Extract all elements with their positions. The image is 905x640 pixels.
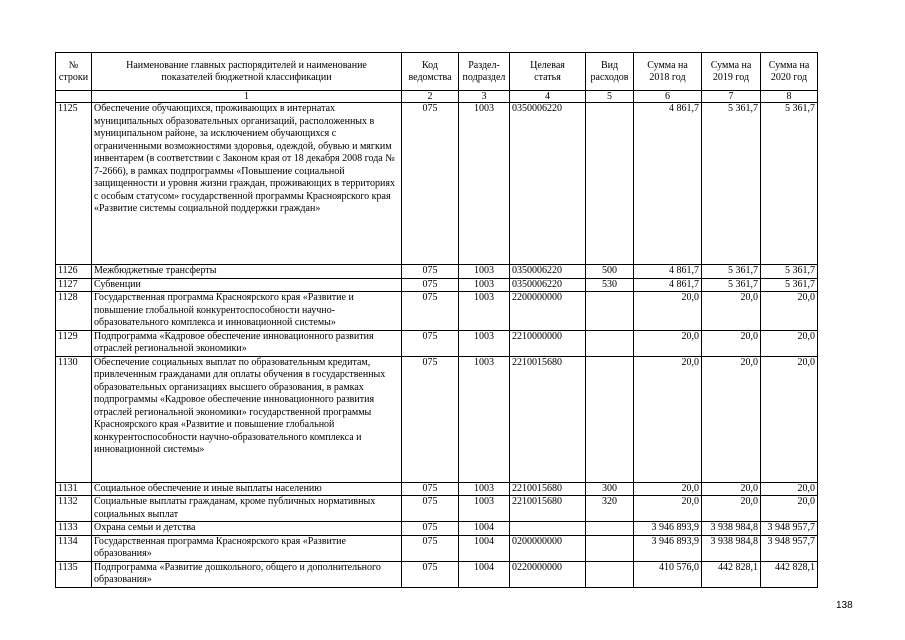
sum-2019: 20,0 [702,292,761,331]
sum-2018: 4 861,7 [634,278,702,292]
target-article [510,522,586,536]
sum-2020: 5 361,7 [761,265,818,279]
section-code: 1004 [459,535,510,561]
sum-2018: 20,0 [634,356,702,482]
sum-2019: 3 938 984,8 [702,522,761,536]
row-number: 1126 [56,265,92,279]
row-name: Государственная программа Красноярского края «Развитие и повышение глобальной конкурентоспособности научно-образовательного комплекса и инновационной системы» [92,292,402,331]
expense-kind: 300 [586,482,634,496]
table-row [56,496,818,522]
header-name: Наименование главных распорядителей и наименование показателей бюджетной классификации [92,53,402,91]
target-article: 2200000000 [510,292,586,331]
expense-kind [586,356,634,482]
dept-code: 075 [402,482,459,496]
section-code: 1004 [459,522,510,536]
column-number [56,91,92,103]
dept-code: 075 [402,103,459,265]
section-code: 1003 [459,278,510,292]
target-article: 0350006220 [510,103,586,265]
table-row [56,278,818,292]
page-number: 138 [836,600,853,611]
expense-kind: 530 [586,278,634,292]
header-sum-2018: Сумма на 2018 год [634,53,702,91]
section-code: 1003 [459,356,510,482]
row-number: 1135 [56,561,92,587]
sum-2020: 20,0 [761,356,818,482]
sum-2020: 5 361,7 [761,103,818,265]
dept-code: 075 [402,292,459,331]
sum-2020: 442 828,1 [761,561,818,587]
sum-2019: 442 828,1 [702,561,761,587]
section-code: 1003 [459,482,510,496]
sum-2019: 5 361,7 [702,103,761,265]
column-number: 2 [402,91,459,103]
dept-code: 075 [402,496,459,522]
sum-2020: 5 361,7 [761,278,818,292]
row-number: 1132 [56,496,92,522]
sum-2020: 20,0 [761,292,818,331]
sum-2019: 3 938 984,8 [702,535,761,561]
row-name: Охрана семьи и детства [92,522,402,536]
column-numbers-row [56,91,818,103]
section-code: 1004 [459,561,510,587]
sum-2018: 3 946 893,9 [634,522,702,536]
expense-kind [586,561,634,587]
sum-2019: 20,0 [702,356,761,482]
table-row [56,522,818,536]
section-code: 1003 [459,103,510,265]
row-number: 1134 [56,535,92,561]
table-row [56,265,818,279]
row-name: Подпрограмма «Развитие дошкольного, общего и дополнительного образования» [92,561,402,587]
sum-2019: 5 361,7 [702,278,761,292]
header-expense-kind: Вид расходов [586,53,634,91]
row-name: Межбюджетные трансферты [92,265,402,279]
row-name: Обеспечение обучающихся, проживающих в интернатах муниципальных образовательных организаций, расположенных в муниципальном районе, за исключением обучающихся с ограниченными возможностями здоровья, одеждой, обувью и мягким инвентарем (в соответствии с Законом края от 18 декабря 2008 года № 7-2666), в рамках подпрограммы «Повышение социальной защищенности и уровня жизни граждан, проживающих в территориях с особым статусом» государственной программы Красноярского края «Развитие системы социальной поддержки граждан» [92,103,402,265]
target-article: 2210015680 [510,356,586,482]
sum-2018: 20,0 [634,496,702,522]
sum-2020: 3 948 957,7 [761,535,818,561]
table-row [56,356,818,482]
sum-2018: 20,0 [634,292,702,331]
sum-2019: 20,0 [702,496,761,522]
header-sum-2019: Сумма на 2019 год [702,53,761,91]
expense-kind [586,535,634,561]
column-number: 6 [634,91,702,103]
expense-kind [586,103,634,265]
row-name: Государственная программа Красноярского края «Развитие образования» [92,535,402,561]
table-row [56,561,818,587]
target-article: 2210000000 [510,330,586,356]
row-number: 1128 [56,292,92,331]
dept-code: 075 [402,265,459,279]
row-name: Социальные выплаты гражданам, кроме публичных нормативных социальных выплат [92,496,402,522]
budget-table [55,52,818,588]
section-code: 1003 [459,292,510,331]
dept-code: 075 [402,356,459,482]
header-dept-code: Код ведомства [402,53,459,91]
expense-kind [586,522,634,536]
sum-2018: 410 576,0 [634,561,702,587]
row-name: Подпрограмма «Кадровое обеспечение инновационного развития отраслей региональной экономики» [92,330,402,356]
dept-code: 075 [402,561,459,587]
target-article: 2210015680 [510,496,586,522]
target-article: 0350006220 [510,265,586,279]
expense-kind: 500 [586,265,634,279]
expense-kind [586,292,634,331]
target-article: 0350006220 [510,278,586,292]
expense-kind [586,330,634,356]
table-row [56,330,818,356]
sum-2019: 20,0 [702,482,761,496]
sum-2018: 4 861,7 [634,103,702,265]
sum-2020: 20,0 [761,330,818,356]
row-number: 1131 [56,482,92,496]
sum-2020: 20,0 [761,496,818,522]
dept-code: 075 [402,330,459,356]
row-name: Социальное обеспечение и иные выплаты населению [92,482,402,496]
row-number: 1129 [56,330,92,356]
column-number: 3 [459,91,510,103]
column-number: 7 [702,91,761,103]
table-row [56,103,818,265]
header-sum-2020: Сумма на 2020 год [761,53,818,91]
row-number: 1133 [56,522,92,536]
dept-code: 075 [402,535,459,561]
header-row [56,53,818,91]
dept-code: 075 [402,278,459,292]
sum-2020: 20,0 [761,482,818,496]
header-row-number: № строки [56,53,92,91]
target-article: 0220000000 [510,561,586,587]
column-number: 5 [586,91,634,103]
table-row [56,292,818,331]
table-row [56,535,818,561]
sum-2018: 20,0 [634,330,702,356]
row-number: 1127 [56,278,92,292]
sum-2018: 3 946 893,9 [634,535,702,561]
section-code: 1003 [459,330,510,356]
row-name: Субвенции [92,278,402,292]
dept-code: 075 [402,522,459,536]
sum-2019: 20,0 [702,330,761,356]
header-target-article: Целевая статья [510,53,586,91]
sum-2018: 20,0 [634,482,702,496]
column-number: 1 [92,91,402,103]
header-section: Раздел- подраздел [459,53,510,91]
target-article: 0200000000 [510,535,586,561]
expense-kind: 320 [586,496,634,522]
row-name: Обеспечение социальных выплат по образовательным кредитам, привлеченным гражданами для оплаты обучения в государственных образовательных организациях высшего образования, в рамках подпрограммы «Кадровое обеспечение инновационного развития отраслей региональной экономики» государственной программы Красноярского края «Развитие и повышение глобальной конкурентоспособности научно-образовательного комплекса и инновационной системы» [92,356,402,482]
row-number: 1125 [56,103,92,265]
section-code: 1003 [459,496,510,522]
row-number: 1130 [56,356,92,482]
column-number: 4 [510,91,586,103]
sum-2019: 5 361,7 [702,265,761,279]
table-row [56,482,818,496]
section-code: 1003 [459,265,510,279]
target-article: 2210015680 [510,482,586,496]
column-number: 8 [761,91,818,103]
sum-2018: 4 861,7 [634,265,702,279]
sum-2020: 3 948 957,7 [761,522,818,536]
